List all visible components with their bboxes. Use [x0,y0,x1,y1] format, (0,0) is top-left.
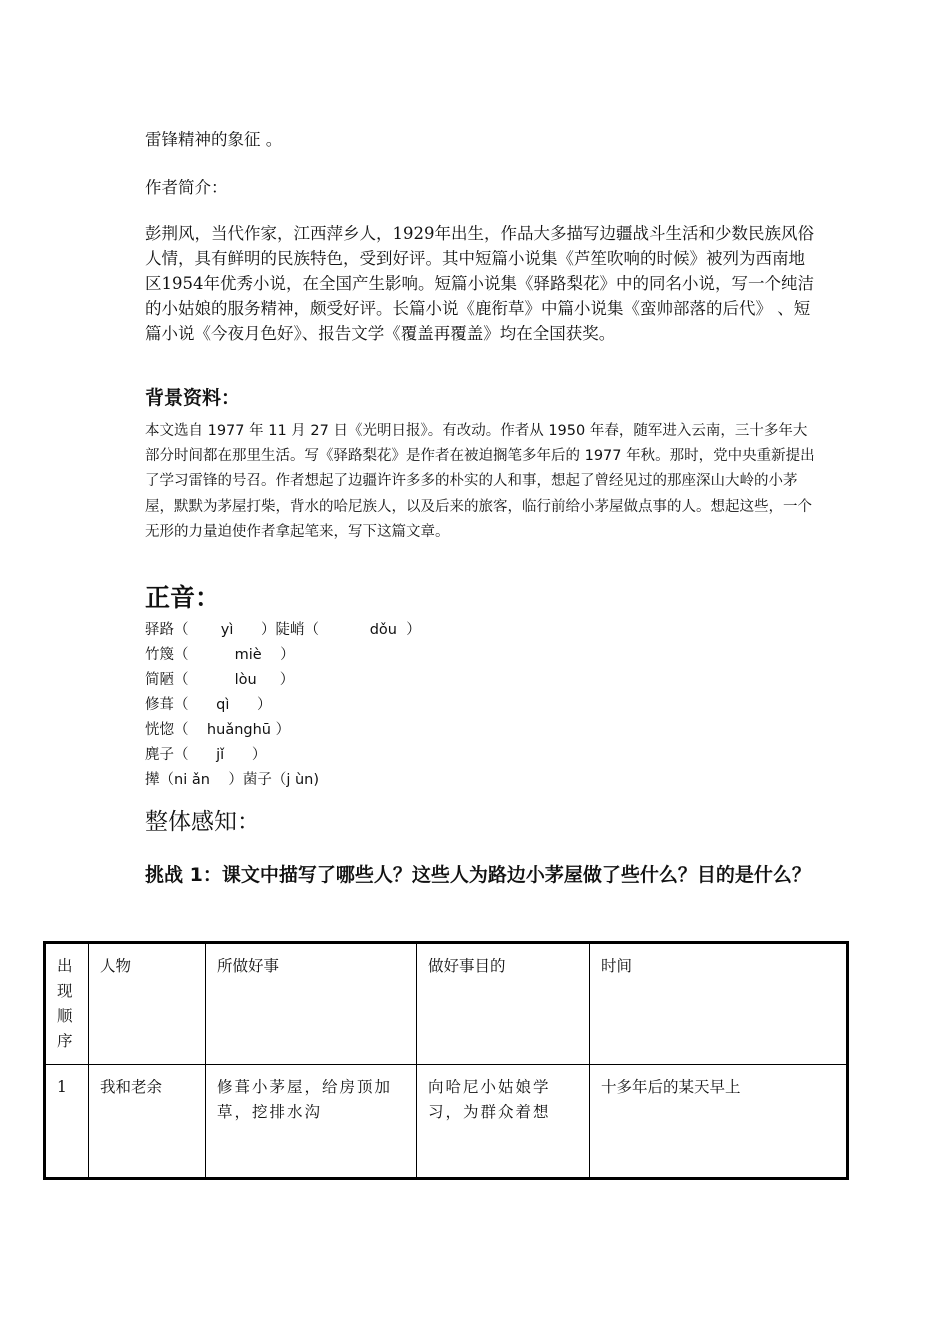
pronunciation-row: 竹篾（ miè ） [145,647,295,663]
pronunciation-row: 简陋（ lòu ） [145,672,295,688]
pronunciation-row: 麂子（ jǐ ） [145,747,267,763]
intro-line: 雷锋精神的象征 。 [145,130,283,149]
author-paragraph: 彭荆风，当代作家，江西萍乡人，1929年出生，作品大多描写边疆战斗生活和少数民族风俗人情，具有鲜明的民族特色，受到好评。其中短篇小说集《芦笙吹响的时候》被列为西南地区1954年优秀小说，在全国产生影响。短篇小说集《驿路梨花》中的同名小说，写一个纯洁的小姑娘的服务精神，颇受好评。长篇小说《鹿衔草》中篇小说集《蛮帅部落的后代》 、短篇小说《今夜月色好》、报告文学《覆盖再覆盖》均在全国获奖。 [145,224,814,343]
table-header-row [45,943,848,1065]
cell-purpose: 向哈尼小姑娘学习，为群众着想 [417,1065,590,1179]
overall-heading: 整体感知： [145,809,260,835]
cell-order: 1 [45,1065,89,1179]
background-paragraph: 本文选自 1977 年 11 月 27 日《光明日报》。有改动。作者从 1950 年春，随军进入云南，三十多年大部分时间都在那里生活。写《驿路梨花》是作者在被迫搁笔多年后的 1977 年秋。那时，党中央重新提出了学习雷锋的号召。作者想起了边疆许许多多的朴实的人和事，想起了曾经见过的那座深山大岭的小茅屋，默默为茅屋打柴，背水的哈尼族人，以及后来的旅客，临行前给小茅屋做点事的人。想起这些，一个无形的力量迫使作者拿起笔来，写下这篇文章。 [145,423,815,540]
cell-time: 十多年后的某天早上 [590,1065,848,1179]
header-deed: 所做好事 [206,943,417,1065]
cell-person: 我和老余 [89,1065,206,1179]
pronunciation-heading: 正音： [145,583,221,612]
header-purpose: 做好事目的 [417,943,590,1065]
pronunciation-row: 撵（ni ǎn ）菌子（j ùn) [145,772,320,788]
pronunciation-list [145,618,421,793]
background-heading: 背景资料： [145,387,241,409]
challenge-question: 挑战 1：课文中描写了哪些人？这些人为路边小茅屋做了些什么？目的是什么？ [145,864,811,886]
header-person: 人物 [89,943,206,1065]
author-heading: 作者简介： [145,178,228,197]
pronunciation-row: 驿路（ yì ）陡峭（ dǒu ） [145,622,421,638]
pronunciation-row: 恍惚（ huǎnghū ） [145,722,291,738]
cell-deed: 修葺小茅屋，给房顶加草，挖排水沟 [206,1065,417,1179]
header-time: 时间 [590,943,848,1065]
task-table [43,941,849,1180]
table-row [45,1065,848,1179]
pronunciation-row: 修葺（ qì ） [145,697,272,713]
header-order: 出现顺序 [45,943,89,1065]
